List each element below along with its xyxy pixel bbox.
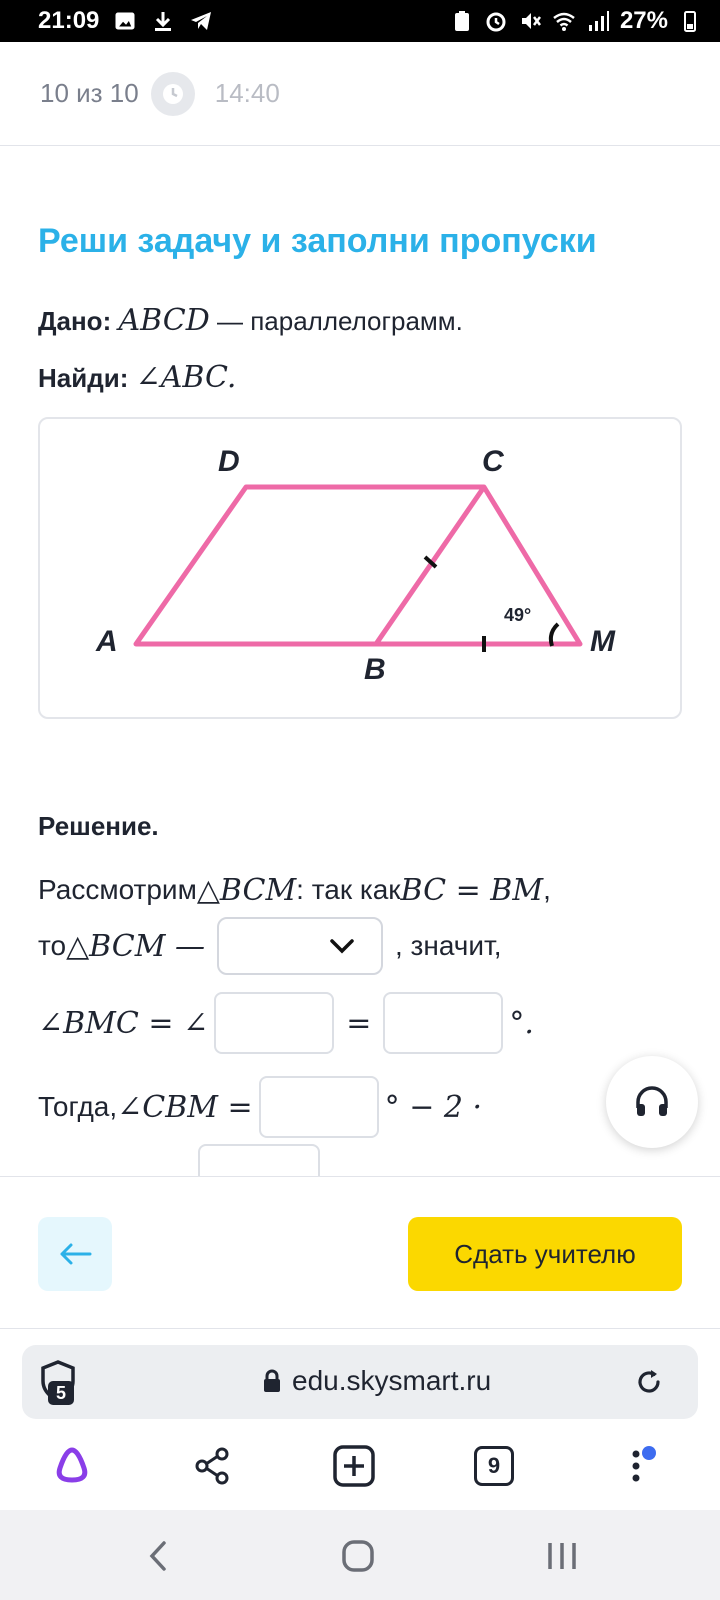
tab-count: 9: [474, 1446, 514, 1486]
label-b: B: [364, 653, 386, 686]
solution-line-1: [38, 864, 684, 916]
browser-address-bar: [0, 1328, 720, 1422]
add-tab-icon: [332, 1444, 376, 1488]
task-header: [0, 42, 720, 146]
action-bar: [0, 1176, 720, 1328]
system-back-icon: [147, 1539, 169, 1573]
notification-dot: [642, 1446, 656, 1460]
submit-to-teacher-button[interactable]: Сдать учителю: [408, 1217, 682, 1291]
reload-icon[interactable]: [634, 1367, 664, 1397]
given-text: — параллелограмм.: [209, 306, 463, 336]
total-angle-input[interactable]: [259, 1076, 379, 1138]
clock-icon: [151, 72, 195, 116]
system-navigation-bar: [0, 1510, 720, 1600]
system-home-icon: [341, 1539, 375, 1573]
alarm-icon: [484, 9, 508, 33]
battery-icon: [678, 9, 702, 33]
label-m: M: [590, 625, 615, 658]
system-home-button[interactable]: [338, 1538, 378, 1574]
url-display: [262, 1365, 491, 1397]
solution-line-4: [38, 1070, 684, 1144]
lock-icon: [262, 1369, 282, 1393]
label-a: A: [96, 625, 118, 658]
find-line: [38, 360, 684, 395]
gallery-icon: [113, 9, 137, 33]
browser-toolbar: [0, 1422, 720, 1510]
solution-heading: Решение.: [38, 811, 159, 841]
task-title: Реши задачу и заполни пропуски: [38, 222, 597, 260]
task-content: [38, 146, 684, 1176]
sol-math-equals: =: [346, 1005, 372, 1041]
system-recents-button[interactable]: [542, 1538, 582, 1574]
angle-label: 49°: [504, 605, 532, 625]
battery-percent: 27%: [619, 7, 668, 34]
new-tab-button[interactable]: [330, 1442, 378, 1490]
url-text: edu.skysmart.ru: [292, 1365, 492, 1396]
sol-math-triangle: △BCM —: [66, 928, 205, 964]
tracker-count-badge: 5: [48, 1381, 74, 1405]
tabs-button[interactable]: [470, 1442, 518, 1490]
sol-text: ,: [543, 874, 551, 905]
chevron-down-icon: [329, 938, 355, 954]
system-recents-icon: [545, 1540, 579, 1572]
signal-icon: [586, 9, 610, 33]
url-field[interactable]: [22, 1345, 698, 1419]
share-button[interactable]: [188, 1442, 236, 1490]
back-button[interactable]: [38, 1217, 112, 1291]
audio-button[interactable]: [606, 1056, 698, 1148]
menu-button[interactable]: [612, 1442, 660, 1490]
given-line: [38, 303, 684, 338]
label-d: D: [218, 445, 240, 478]
sol-math-expression: ° − 2 ·: [384, 1089, 483, 1125]
headphones-icon: [632, 1082, 672, 1122]
sol-math-angle: ∠BMC = ∠: [38, 1005, 209, 1041]
arrow-left-icon: [58, 1242, 92, 1266]
angle-name-input[interactable]: [214, 992, 334, 1054]
solution-line-2: [38, 916, 684, 976]
download-icon: [151, 9, 175, 33]
next-line-input[interactable]: [198, 1144, 320, 1176]
timer: 14:40: [214, 78, 280, 108]
sol-math-degree: °.: [509, 1005, 534, 1041]
sol-text: Рассмотрим: [38, 874, 197, 905]
parallelogram-diagram: [40, 419, 684, 721]
telegram-icon: [189, 9, 213, 33]
alice-assistant-button[interactable]: [48, 1442, 96, 1490]
find-dot: .: [226, 360, 237, 395]
wifi-icon: [552, 9, 576, 33]
mute-icon: [518, 9, 542, 33]
find-label: Найди:: [38, 363, 129, 393]
status-bar: [0, 0, 720, 42]
find-value: ∠ABC: [135, 360, 227, 395]
sol-math-triangle: △BCM: [196, 872, 297, 908]
share-icon: [192, 1446, 232, 1486]
angle-value-input[interactable]: [383, 992, 503, 1054]
geometry-figure: [38, 417, 682, 719]
sol-text: то: [38, 930, 67, 961]
sol-text: : так как: [296, 874, 401, 905]
given-figure: ABCD: [118, 303, 210, 338]
sol-math-equality: BC = BM: [400, 872, 544, 908]
solution-line-3: [38, 986, 684, 1060]
segment-bc: [376, 487, 484, 644]
sol-text: Тогда,: [38, 1091, 118, 1122]
given-label: Дано:: [38, 306, 112, 336]
status-time: 21:09: [38, 7, 100, 34]
sol-text: , значит,: [394, 930, 502, 961]
sol-math-angle: ∠CBM =: [117, 1089, 253, 1125]
label-c: C: [482, 445, 504, 478]
alice-icon: [50, 1444, 94, 1488]
task-counter: 10 из 10: [40, 78, 139, 108]
system-back-button[interactable]: [138, 1538, 178, 1574]
battery-saver-icon: [450, 9, 474, 33]
triangle-type-select[interactable]: [217, 917, 383, 975]
